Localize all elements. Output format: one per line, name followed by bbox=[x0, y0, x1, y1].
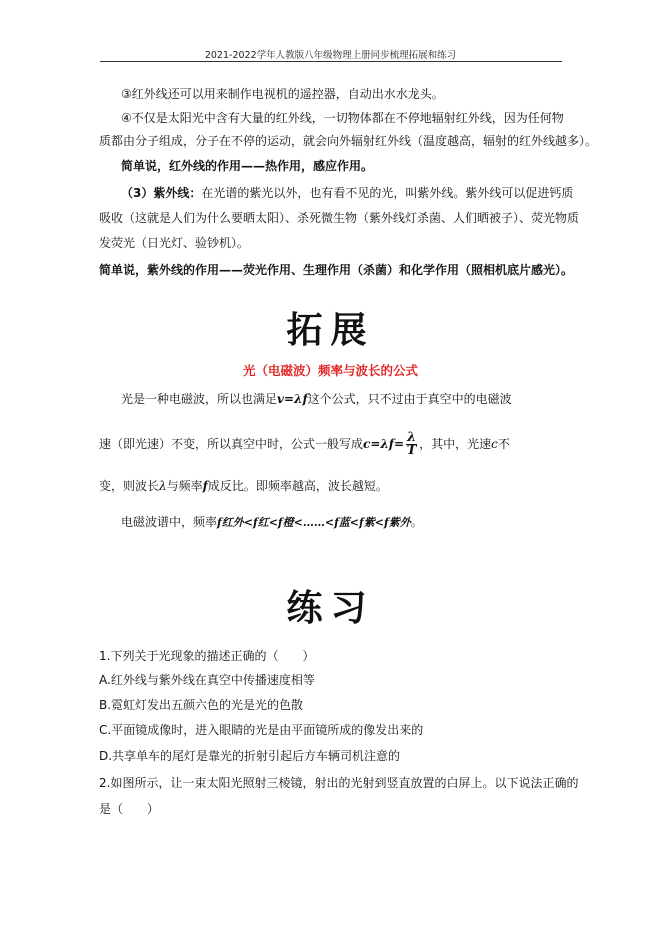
infrared-summary: 简单说，红外线的作用——热作用，感应作用。 bbox=[121, 159, 374, 173]
question-1-option-d: D.共享单车的尾灯是靠光的折射引起后方车辆司机注意的 bbox=[99, 749, 401, 763]
ultraviolet-line1-text: 在光谱的紫光以外，也有看不见的光，叫紫外线。紫外线可以促进钙质 bbox=[201, 186, 574, 200]
fraction-numerator: λ bbox=[407, 430, 417, 445]
para2-text-b: ，其中，光速 bbox=[419, 437, 492, 451]
practice-title: 练习 bbox=[286, 587, 375, 629]
infrared-point-4-line2: 质都由分子组成，分子在不停的运动，就会向外辐射红外线（温度越高，辐射的红外线越多）。 bbox=[99, 134, 598, 148]
para1-text-a: 光是一种电磁波，所以也满足 bbox=[121, 392, 278, 406]
ultraviolet-label: （3）紫外线： bbox=[121, 186, 202, 200]
spectrum-line bbox=[121, 512, 423, 533]
para4-text-a: 电磁波谱中，频率 bbox=[121, 515, 218, 529]
header-divider bbox=[100, 61, 562, 62]
formula-para-line2 bbox=[99, 432, 510, 457]
para2-text-c: 不 bbox=[497, 437, 510, 451]
spectrum-order: f红外<f红<f橙<……<f蓝<f紫<f紫外 bbox=[217, 516, 411, 529]
frequency-symbol: f bbox=[202, 479, 208, 493]
ultraviolet-line2: 吸收（这就是人们为什么要晒太阳）、杀死微生物（紫外线灯杀菌、人们晒被子）、荧光物质 bbox=[99, 211, 580, 225]
question-1: 1.下列关于光现象的描述正确的（ ） bbox=[99, 649, 315, 663]
question-1-option-c: C.平面镜成像时，进入眼睛的光是由平面镜所成的像发出来的 bbox=[99, 723, 424, 737]
question-2-line1: 2.如图所示，让一束太阳光照射三棱镜，射出的光射到竖直放置的白屏上。以下说法正确的 bbox=[99, 776, 579, 790]
extension-subtitle: 光（电磁波）频率与波长的公式 bbox=[242, 363, 418, 378]
light-speed-symbol: c bbox=[491, 437, 498, 451]
infrared-point-3: ③红外线还可以用来制作电视机的遥控器，自动出水水龙头。 bbox=[121, 87, 444, 101]
formula-fraction bbox=[406, 432, 417, 457]
para3-text-c: 成反比。即频率越高，波长越短。 bbox=[207, 479, 388, 493]
infrared-point-4-line1: ④不仅是太阳光中含有大量的红外线，一切物体都在不停地辐射红外线，因为任何物 bbox=[121, 111, 564, 125]
formula-para-line1 bbox=[121, 389, 512, 409]
formula-c-left: c=λf= bbox=[363, 437, 405, 451]
wavelength-symbol: λ bbox=[159, 479, 167, 493]
para4-end: 。 bbox=[410, 515, 423, 529]
ultraviolet-summary: 简单说，紫外线的作用——荧光作用、生理作用（杀菌）和化学作用（照相机底片感光）。 bbox=[99, 263, 574, 277]
extension-title: 拓展 bbox=[286, 309, 375, 351]
para2-text-a: 速（即光速）不变，所以真空中时，公式一般写成 bbox=[99, 437, 364, 451]
para3-text-b: 与频率 bbox=[166, 479, 203, 493]
fraction-denominator: T bbox=[406, 443, 417, 458]
para3-text-a: 变，则波长 bbox=[99, 479, 160, 493]
page-header: 2021-2022学年人教版八年级物理上册同步梳理拓展和练习 bbox=[204, 50, 457, 61]
formula-para-line3 bbox=[99, 476, 388, 496]
formula-v-lambda-f: v=λf bbox=[277, 392, 308, 406]
question-1-option-a: A.红外线与紫外线在真空中传播速度相等 bbox=[99, 673, 315, 687]
question-1-option-b: B.霓虹灯发出五颜六色的光是光的色散 bbox=[99, 698, 304, 712]
question-2-line2: 是（ ） bbox=[99, 802, 160, 816]
ultraviolet-line3: 发荧光（日光灯、验钞机）。 bbox=[99, 236, 250, 250]
ultraviolet-line1 bbox=[121, 183, 573, 203]
para1-text-b: 这个公式，只不过由于真空中的电磁波 bbox=[307, 392, 512, 406]
